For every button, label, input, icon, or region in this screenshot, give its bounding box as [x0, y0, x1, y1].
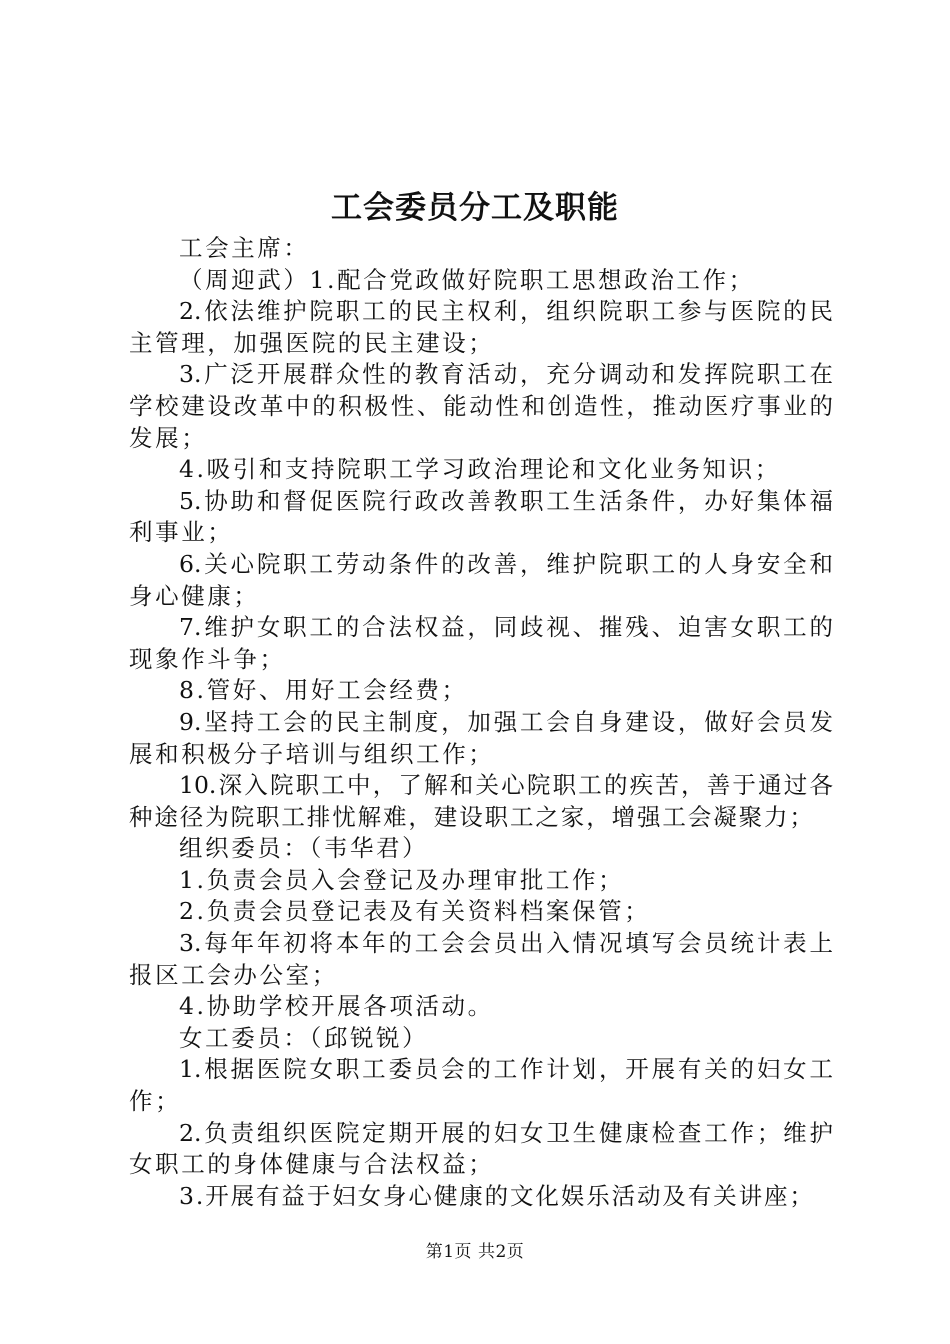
body-line: 3.广泛开展群众性的教育活动，充分调动和发挥院职工在 [179, 360, 833, 389]
body-line: 种途径为院职工排忧解难，建设职工之家，增强工会凝聚力； [129, 802, 815, 831]
body-line: 2.负责会员登记表及有关资料档案保管； [179, 897, 651, 926]
body-line: 展和积极分子培训与组织工作； [129, 739, 495, 768]
body-line: 利事业； [129, 518, 234, 547]
body-line: 2.依法维护院职工的民主权利，组织院职工参与医院的民 [179, 297, 833, 326]
body-line: 3.每年年初将本年的工会会员出入情况填写会员统计表上 [179, 929, 833, 958]
body-line: 1.负责会员入会登记及办理审批工作； [179, 865, 625, 894]
body-line: 女工委员：（邱锐锐） [179, 1023, 429, 1052]
body-line: 学校建设改革中的积极性、能动性和创造性，推动医疗事业的 [129, 391, 833, 420]
document-body [129, 233, 833, 1212]
body-line: 作； [129, 1087, 182, 1116]
body-line: 现象作斗争； [129, 644, 286, 673]
body-line: 发展； [129, 423, 208, 452]
body-line: 2.负责组织医院定期开展的妇女卫生健康检查工作；维护 [179, 1118, 833, 1147]
body-line: 组织委员：（韦华君） [179, 834, 429, 863]
body-line: 工会主席： [179, 234, 310, 262]
page-number-footer: 第1页 共2页 [425, 1242, 525, 1262]
body-line: 8.管好、用好工会经费； [179, 676, 468, 705]
document-title: 工会委员分工及职能 [331, 190, 619, 226]
body-line: 3.开展有益于妇女身心健康的文化娱乐活动及有关讲座； [179, 1181, 815, 1210]
body-line: 9.坚持工会的民主制度，加强工会自身建设，做好会员发 [179, 707, 833, 736]
body-line: 1.根据医院女职工委员会的工作计划，开展有关的妇女工 [179, 1055, 833, 1084]
body-line: 4.协助学校开展各项活动。 [179, 992, 494, 1021]
body-line: （周迎武）1.配合党政做好院职工思想政治工作； [179, 265, 755, 294]
body-line: 6.关心院职工劳动条件的改善，维护院职工的人身安全和 [179, 549, 833, 578]
body-line: 5.协助和督促医院行政改善教职工生活条件，办好集体福 [179, 486, 833, 515]
body-line: 主管理，加强医院的民主建设； [129, 328, 495, 357]
body-line: 报区工会办公室； [129, 960, 338, 989]
body-line: 10.深入院职工中，了解和关心院职工的疾苦，善于通过各 [179, 771, 833, 800]
body-line: 女职工的身体健康与合法权益； [129, 1150, 495, 1179]
body-line: 4.吸引和支持院职工学习政治理论和文化业务知识； [179, 455, 781, 484]
body-line: 身心健康； [129, 581, 260, 610]
body-line: 7.维护女职工的合法权益，同歧视、摧残、迫害女职工的 [179, 613, 833, 642]
